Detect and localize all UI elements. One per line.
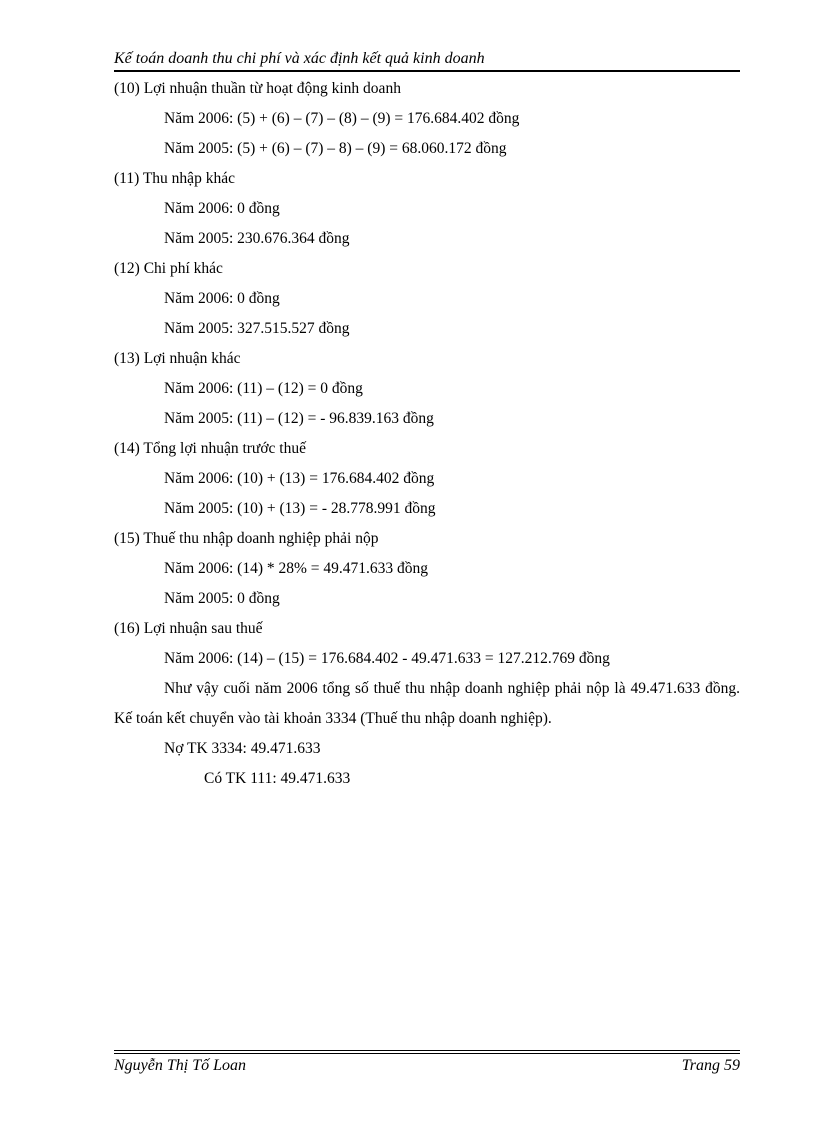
calculation-line: Năm 2006: (14) – (15) = 176.684.402 - 49.471.633 = 127.212.769 đồng — [164, 650, 610, 667]
calculation-line: Năm 2006: 0 đồng — [164, 290, 280, 307]
calculation-line: Năm 2006: (5) + (6) – (7) – (8) – (9) = 176.684.402 đồng — [164, 110, 520, 127]
calculation-line: Năm 2005: (11) – (12) = - 96.839.163 đồng — [164, 410, 434, 427]
calculation-line: Năm 2006: (11) – (12) = 0 đồng — [164, 380, 363, 397]
summary-paragraph: Như vậy cuối năm 2006 tổng số thuế thu nhập doanh nghiệp phải nộp là 49.471.633 đồng. Kế toán kết chuyển vào tài khoản 3334 (Thuế thu nhập doanh nghiệp). — [114, 680, 740, 727]
calculation-line: (10) Lợi nhuận thuần từ hoạt động kinh doanh — [114, 80, 401, 97]
footer-author: Nguyễn Thị Tố Loan — [114, 1057, 247, 1074]
footer-page-number: Trang 59 — [681, 1057, 740, 1074]
journal-entry-line: Nợ TK 3334: 49.471.633 — [164, 740, 321, 757]
calculation-line: (12) Chi phí khác — [114, 260, 223, 277]
calculation-line: Năm 2005: 230.676.364 đồng — [164, 230, 350, 247]
calculation-line: Năm 2006: (14) * 28% = 49.471.633 đồng — [164, 560, 429, 577]
footer-rule-top — [114, 1050, 740, 1051]
calculation-line: Năm 2005: (5) + (6) – (7) – 8) – (9) = 68.060.172 đồng — [164, 140, 507, 157]
page-header — [114, 48, 740, 72]
page-footer — [114, 1050, 740, 1078]
calculation-line: Năm 2006: 0 đồng — [164, 200, 280, 217]
document-body — [114, 74, 740, 794]
calculation-line: Năm 2005: 327.515.527 đồng — [164, 320, 350, 337]
journal-entries — [114, 734, 740, 794]
calculation-line: (13) Lợi nhuận khác — [114, 350, 241, 367]
calculation-line: (11) Thu nhập khác — [114, 170, 235, 187]
calculation-line: Năm 2005: 0 đồng — [164, 590, 280, 607]
calculation-line: Năm 2005: (10) + (13) = - 28.778.991 đồng — [164, 500, 436, 517]
calculation-line: Năm 2006: (10) + (13) = 176.684.402 đồng — [164, 470, 435, 487]
calculation-line: (15) Thuế thu nhập doanh nghiệp phải nộp — [114, 530, 379, 547]
header-title: Kế toán doanh thu chi phí và xác định kết quả kinh doanh — [114, 50, 485, 67]
calculation-list — [114, 74, 740, 674]
journal-entry-line: Có TK 111: 49.471.633 — [204, 770, 351, 787]
calculation-line: (14) Tổng lợi nhuận trước thuế — [114, 440, 306, 457]
calculation-line: (16) Lợi nhuận sau thuế — [114, 620, 263, 637]
